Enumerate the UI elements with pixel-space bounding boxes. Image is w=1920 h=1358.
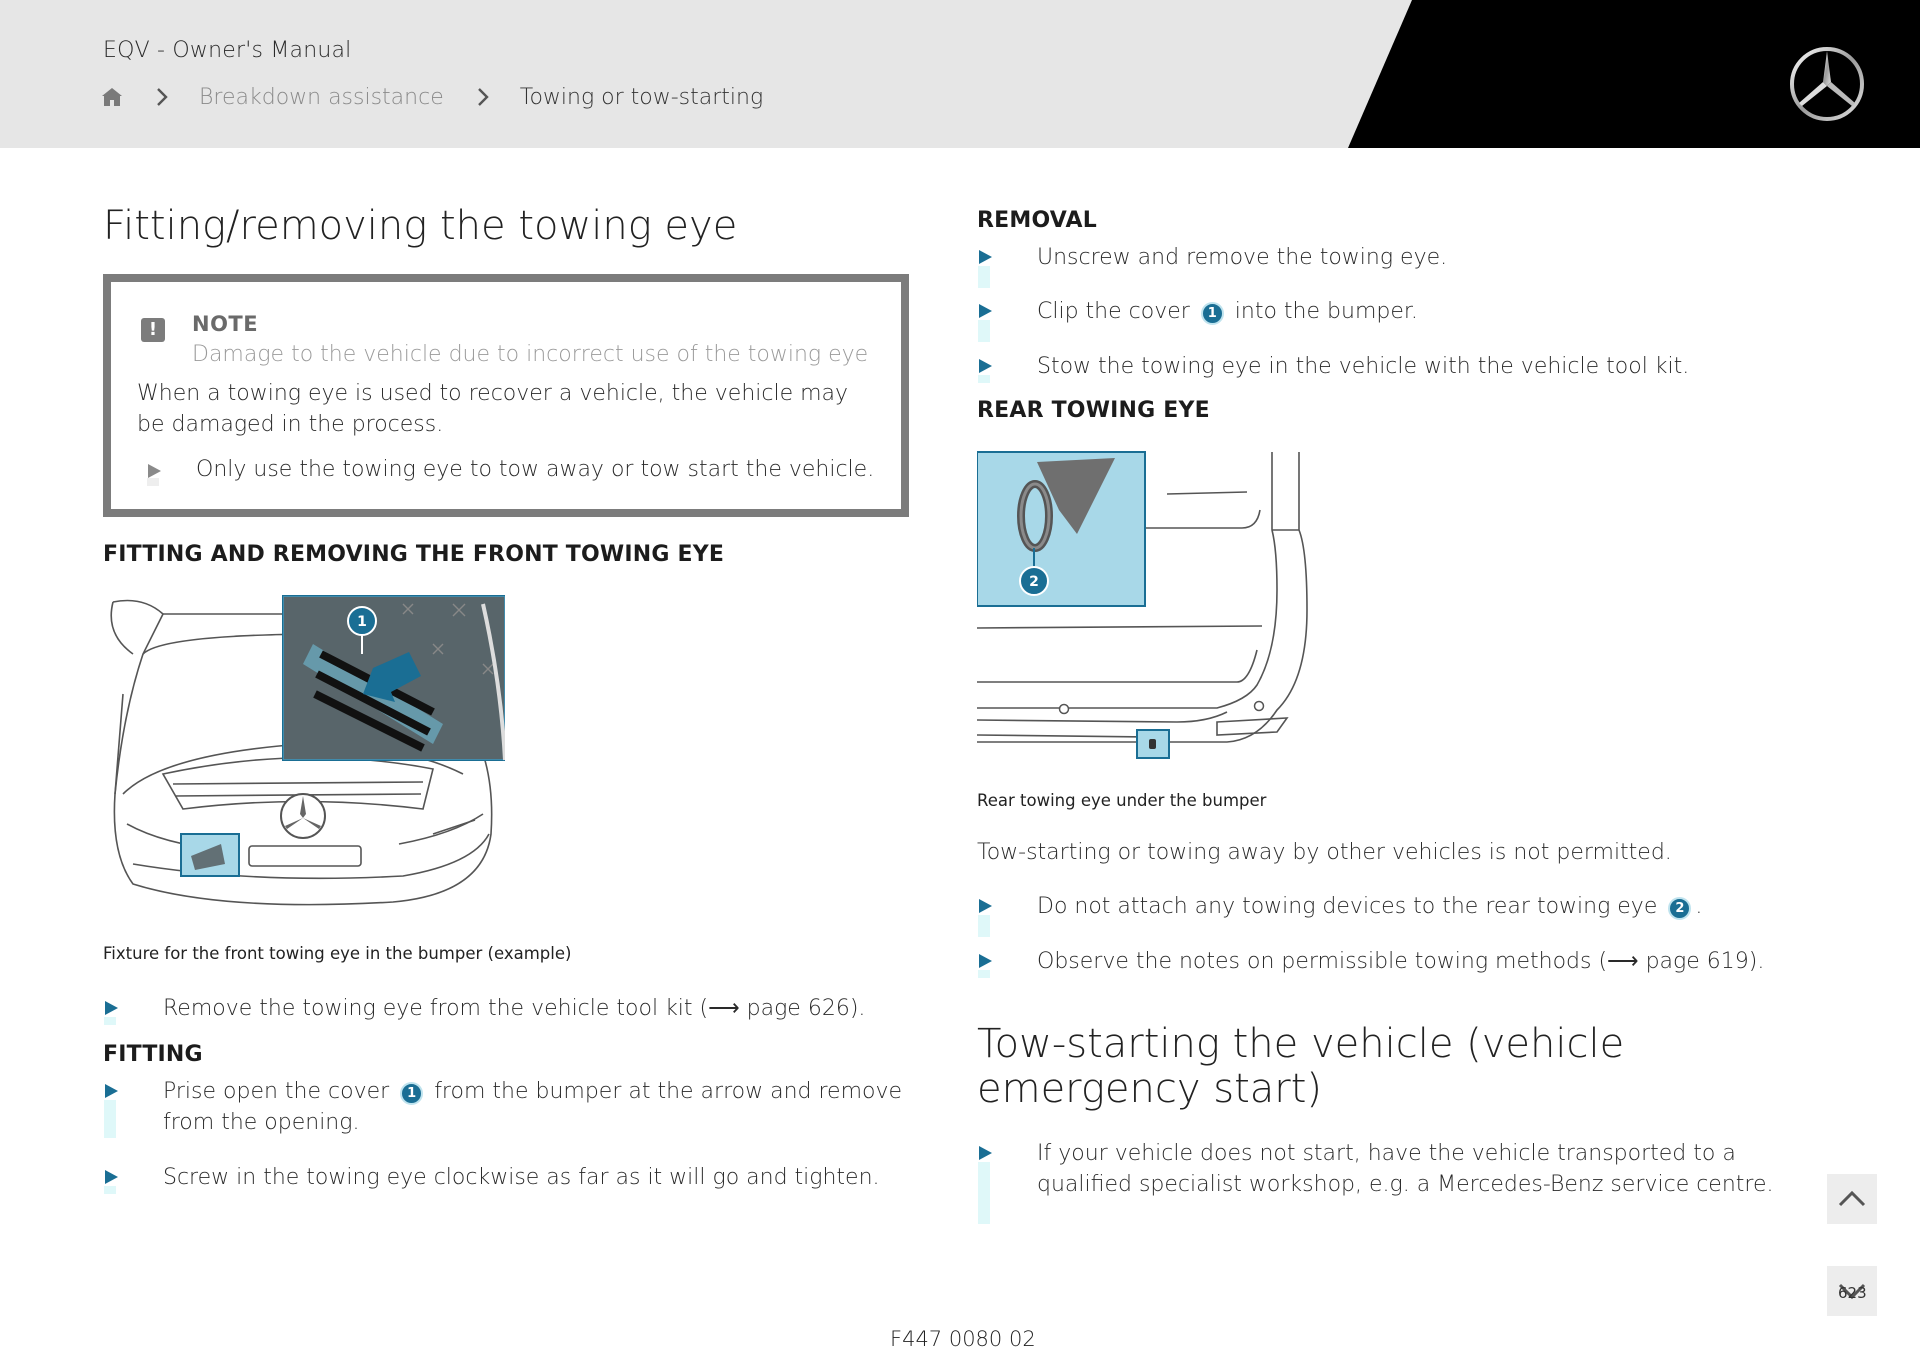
bullet-text: into the bumper. <box>1234 299 1418 324</box>
bullet-triangle-icon <box>148 464 161 478</box>
removal-bullet-2 <box>1037 296 1418 327</box>
bullet-triangle-icon <box>979 1146 992 1160</box>
section-title-tow-starting: Tow-starting the vehicle (vehicle emergency start) <box>977 1021 1625 1112</box>
bullet-bar <box>978 1162 990 1224</box>
page-header <box>0 0 1920 148</box>
removal-bullet-1 <box>1037 242 1447 273</box>
page-number: 623 <box>1838 1284 1867 1302</box>
header-black-panel <box>0 0 1920 148</box>
bullet-text: Stow the towing eye in the vehicle with the vehicle tool kit. <box>1037 354 1690 379</box>
bullet-text: Unscrew and remove the towing eye. <box>1037 245 1448 270</box>
home-icon[interactable] <box>101 86 123 108</box>
note-box <box>103 274 909 517</box>
figure-code: F447 0080 02 <box>890 1327 1036 1351</box>
note-label: NOTE <box>192 312 259 336</box>
bullet-bar <box>978 970 990 978</box>
bullet-bar <box>978 915 990 937</box>
bullet-text: . <box>1695 894 1703 919</box>
note-subtitle: Damage to the vehicle due to incorrect use of the towing eye <box>192 342 869 367</box>
callout-number-badge: 1 <box>400 1082 423 1105</box>
bullet-bar <box>147 478 159 486</box>
breadcrumb-section[interactable]: Breakdown assistance <box>199 84 444 110</box>
warning-icon: ! <box>141 318 165 342</box>
scroll-up-button[interactable] <box>1827 1174 1877 1224</box>
rear-callout-number: 2 <box>1029 574 1039 590</box>
bullet-text: Do not attach any towing devices to the rear towing eye <box>1037 894 1658 919</box>
bullet-text: Observe the notes on permissible towing methods (⟶ page 619). <box>1037 949 1765 974</box>
bullet-bar <box>104 1017 116 1025</box>
breadcrumb <box>101 82 763 112</box>
front-towing-eye-heading: FITTING AND REMOVING THE FRONT TOWING EYE <box>103 542 725 567</box>
bullet-triangle-icon <box>105 1170 118 1184</box>
note-text: When a towing eye is used to recover a vehicle, the vehicle may be damaged in the process. <box>137 381 849 437</box>
bullet-triangle-icon <box>979 954 992 968</box>
bullet-bar <box>104 1186 116 1194</box>
bullet-triangle-icon <box>105 1001 118 1015</box>
front-caption: Fixture for the front towing eye in the bumper (example) <box>103 944 572 963</box>
removal-heading: REMOVAL <box>977 208 1097 233</box>
bullet-text: from the bumper at the arrow and remove from the opening. <box>163 1079 903 1135</box>
fitting-bullet-1 <box>163 1076 913 1138</box>
bullet-triangle-icon <box>105 1084 118 1098</box>
callout-number-badge: 1 <box>1201 302 1224 325</box>
chevron-up-icon <box>1827 1174 1877 1224</box>
note-bullet: Only use the towing eye to tow away or tow start the vehicle. <box>196 457 875 482</box>
bullet-text: Clip the cover <box>1037 299 1190 324</box>
front-towing-eye-illustration <box>103 594 505 910</box>
removal-bullet-3 <box>1037 351 1689 382</box>
bullet-bar <box>978 375 990 383</box>
tow-start-bullet-1 <box>1037 1138 1817 1200</box>
bullet-text: Prise open the cover <box>163 1079 390 1104</box>
rear-bullet-2 <box>1037 946 1764 977</box>
breadcrumb-current: Towing or tow-starting <box>519 84 764 110</box>
bullet-bar <box>104 1100 116 1138</box>
bullet-text: If your vehicle does not start, have the vehicle transported to a qualified specialist workshop, e.g. a Mercedes-Benz service centre. <box>1037 1141 1774 1197</box>
bullet-triangle-icon <box>979 359 992 373</box>
rear-bullet-1 <box>1037 891 1702 922</box>
bullet-triangle-icon <box>979 899 992 913</box>
mercedes-star-logo <box>1788 45 1866 123</box>
remove-eye-bullet <box>163 993 865 1024</box>
chevron-right-icon <box>155 86 169 108</box>
rear-text: Tow-starting or towing away by other vehicles is not permitted. <box>977 840 1672 865</box>
bullet-text: Remove the towing eye from the vehicle tool kit (⟶ page 626). <box>163 996 866 1021</box>
chevron-right-icon <box>476 86 490 108</box>
rear-towing-eye-heading: REAR TOWING EYE <box>977 398 1210 423</box>
callout-number-badge: 2 <box>1668 897 1691 920</box>
doc-title: EQV - Owner's Manual <box>103 38 352 63</box>
fitting-bullet-2 <box>163 1162 880 1193</box>
rear-towing-eye-illustration <box>977 450 1327 766</box>
bullet-bar <box>978 266 990 288</box>
bullet-text: Screw in the towing eye clockwise as far as it will go and tighten. <box>163 1165 880 1190</box>
rear-caption: Rear towing eye under the bumper <box>977 791 1267 810</box>
front-callout-number: 1 <box>357 614 367 630</box>
fitting-heading: FITTING <box>103 1042 203 1067</box>
bullet-triangle-icon <box>979 304 992 318</box>
bullet-triangle-icon <box>979 250 992 264</box>
bullet-bar <box>978 320 990 342</box>
section-title-towing-eye: Fitting/removing the towing eye <box>103 203 738 249</box>
